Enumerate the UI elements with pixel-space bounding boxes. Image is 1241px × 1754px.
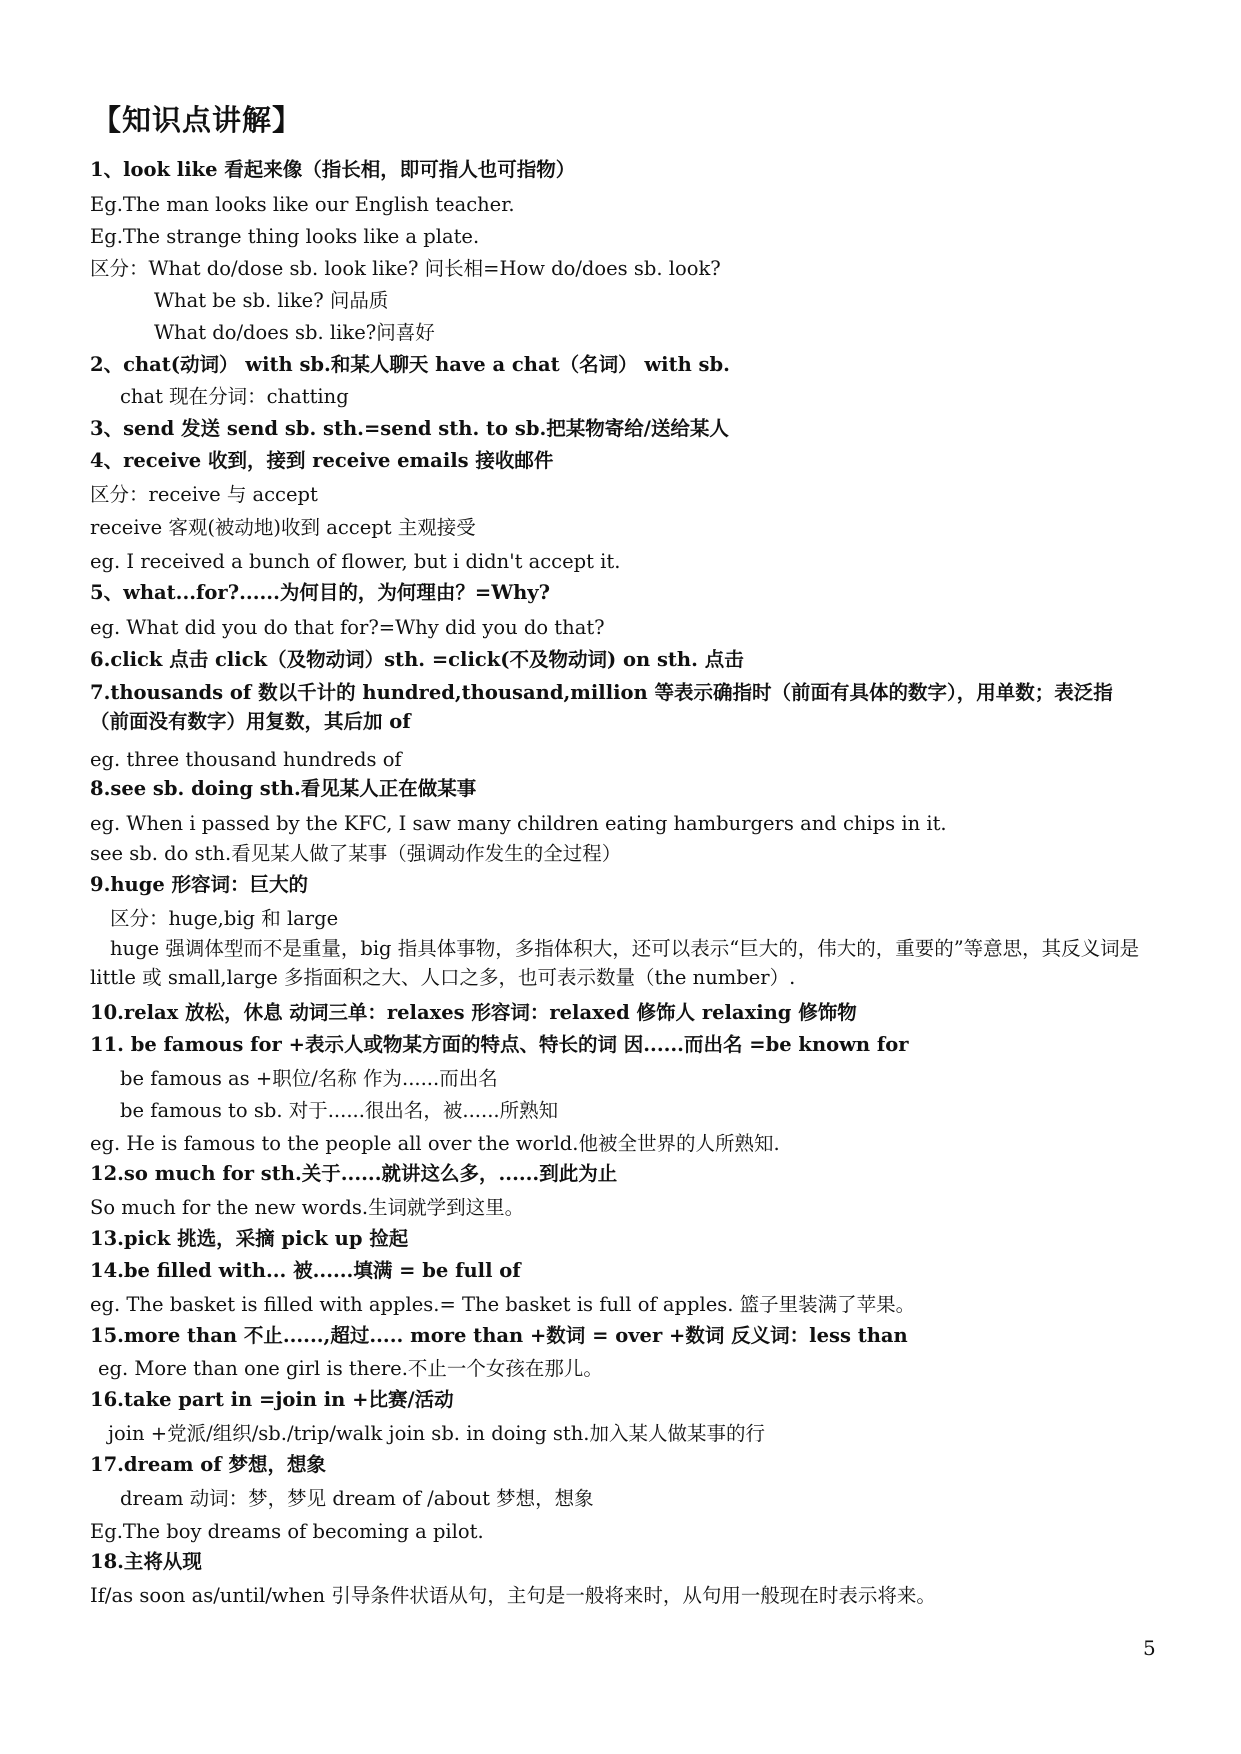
note-line: be famous as +职位/名称 作为......而出名 [120,1067,498,1090]
point-17-heading: 17.dream of 梦想，想象 [90,1453,326,1476]
point-14-heading: 14.be filled with... 被......填满 = be full of [90,1259,521,1282]
point-12-heading: 12.so much for sth.关于......就讲这么多，......到此为止 [90,1162,618,1185]
note-line: be famous to sb. 对于......很出名，被......所熟知 [120,1099,559,1122]
point-18-heading: 18.主将从现 [90,1550,202,1573]
comparison-line: What be sb. like? 问品质 [154,289,389,312]
point-15-heading: 15.more than 不止......,超过..... more than +数词 = over +数词 反义词：less than [90,1324,908,1347]
point-5-heading: 5、what...for?......为何目的，为何理由？=Why? [90,581,551,604]
example-line: eg. More than one girl is there.不止一个女孩在那儿。 [98,1357,603,1380]
example-line: eg. When i passed by the KFC, I saw many children eating hamburgers and chips in it. [90,812,947,835]
point-8-heading: 8.see sb. doing sth.看见某人正在做某事 [90,777,477,800]
point-7-heading: 7.thousands of 数以千计的 hundred,thousand,million 等表示确指时（前面有具体的数字），用单数；表泛指（前面没有数字）用复数，其后加 of [90,681,1113,733]
point-2-heading: 2、chat(动词） with sb.和某人聊天 have a chat（名词） with sb. [90,353,730,376]
note-line: join +党派/组织/sb./trip/walk join sb. in doing sth.加入某人做某事的行 [108,1422,765,1445]
comparison-line: receive 客观(被动地)收到 accept 主观接受 [90,516,476,539]
comparison-line: What do/does sb. like?问喜好 [154,321,435,344]
example-line: eg. He is famous to the people all over the world.他被全世界的人所熟知. [90,1132,780,1155]
note-line: dream 动词：梦，梦见 dream of /about 梦想，想象 [120,1487,594,1510]
example-line: Eg.The strange thing looks like a plate. [90,225,480,248]
explanation-paragraph: huge 强调体型而不是重量，big 指具体事物，多指体积大，还可以表示“巨大的，伟大的，重要的”等意思，其反义词是 little 或 small,large 多指面积之大、人口之多，也可表示数量（the number）. [90,937,1140,989]
point-10-heading: 10.relax 放松，休息 动词三单：relaxes 形容词：relaxed 修饰人 relaxing 修饰物 [90,1001,857,1024]
point-11-heading: 11. be famous for +表示人或物某方面的特点、特长的词 因......而出名 =be known for [90,1033,909,1056]
section-title: 【知识点讲解】 [92,103,303,137]
point-16-heading: 16.take part in =join in +比赛/活动 [90,1388,454,1411]
comparison-line: 区分：What do/dose sb. look like? 问长相=How do/does sb. look? [90,257,721,280]
example-line: So much for the new words.生词就学到这里。 [90,1196,525,1219]
point-4-heading: 4、receive 收到，接到 receive emails 接收邮件 [90,449,554,472]
example-line: eg. What did you do that for?=Why did you do that? [90,616,605,639]
point-6-heading: 6.click 点击 click（及物动词）sth. =click(不及物动词) on sth. 点击 [90,648,744,671]
example-line: Eg.The man looks like our English teacher. [90,193,515,216]
note-line: see sb. do sth.看见某人做了某事（强调动作发生的全过程） [90,842,622,865]
example-line: eg. three thousand hundreds of [90,748,402,771]
example-line: Eg.The boy dreams of becoming a pilot. [90,1520,484,1543]
page-number: 5 [1143,1636,1156,1660]
point-13-heading: 13.pick 挑选，采摘 pick up 捡起 [90,1227,409,1250]
point-3-heading: 3、send 发送 send sb. sth.=send sth. to sb.把某物寄给/送给某人 [90,417,729,440]
comparison-line: 区分：receive 与 accept [90,483,318,506]
point-9-heading: 9.huge 形容词：巨大的 [90,873,309,896]
example-line: eg. The basket is filled with apples.= The basket is full of apples. 篮子里装满了苹果。 [90,1293,916,1316]
note-line: chat 现在分词：chatting [120,385,349,408]
comparison-line: 区分：huge,big 和 large [110,907,339,930]
point-1-heading: 1、look like 看起来像（指长相，即可指人也可指物） [90,158,576,181]
explanation-line: If/as soon as/until/when 引导条件状语从句，主句是一般将来时，从句用一般现在时表示将来。 [90,1584,936,1607]
example-line: eg. I received a bunch of flower, but i didn't accept it. [90,550,621,573]
